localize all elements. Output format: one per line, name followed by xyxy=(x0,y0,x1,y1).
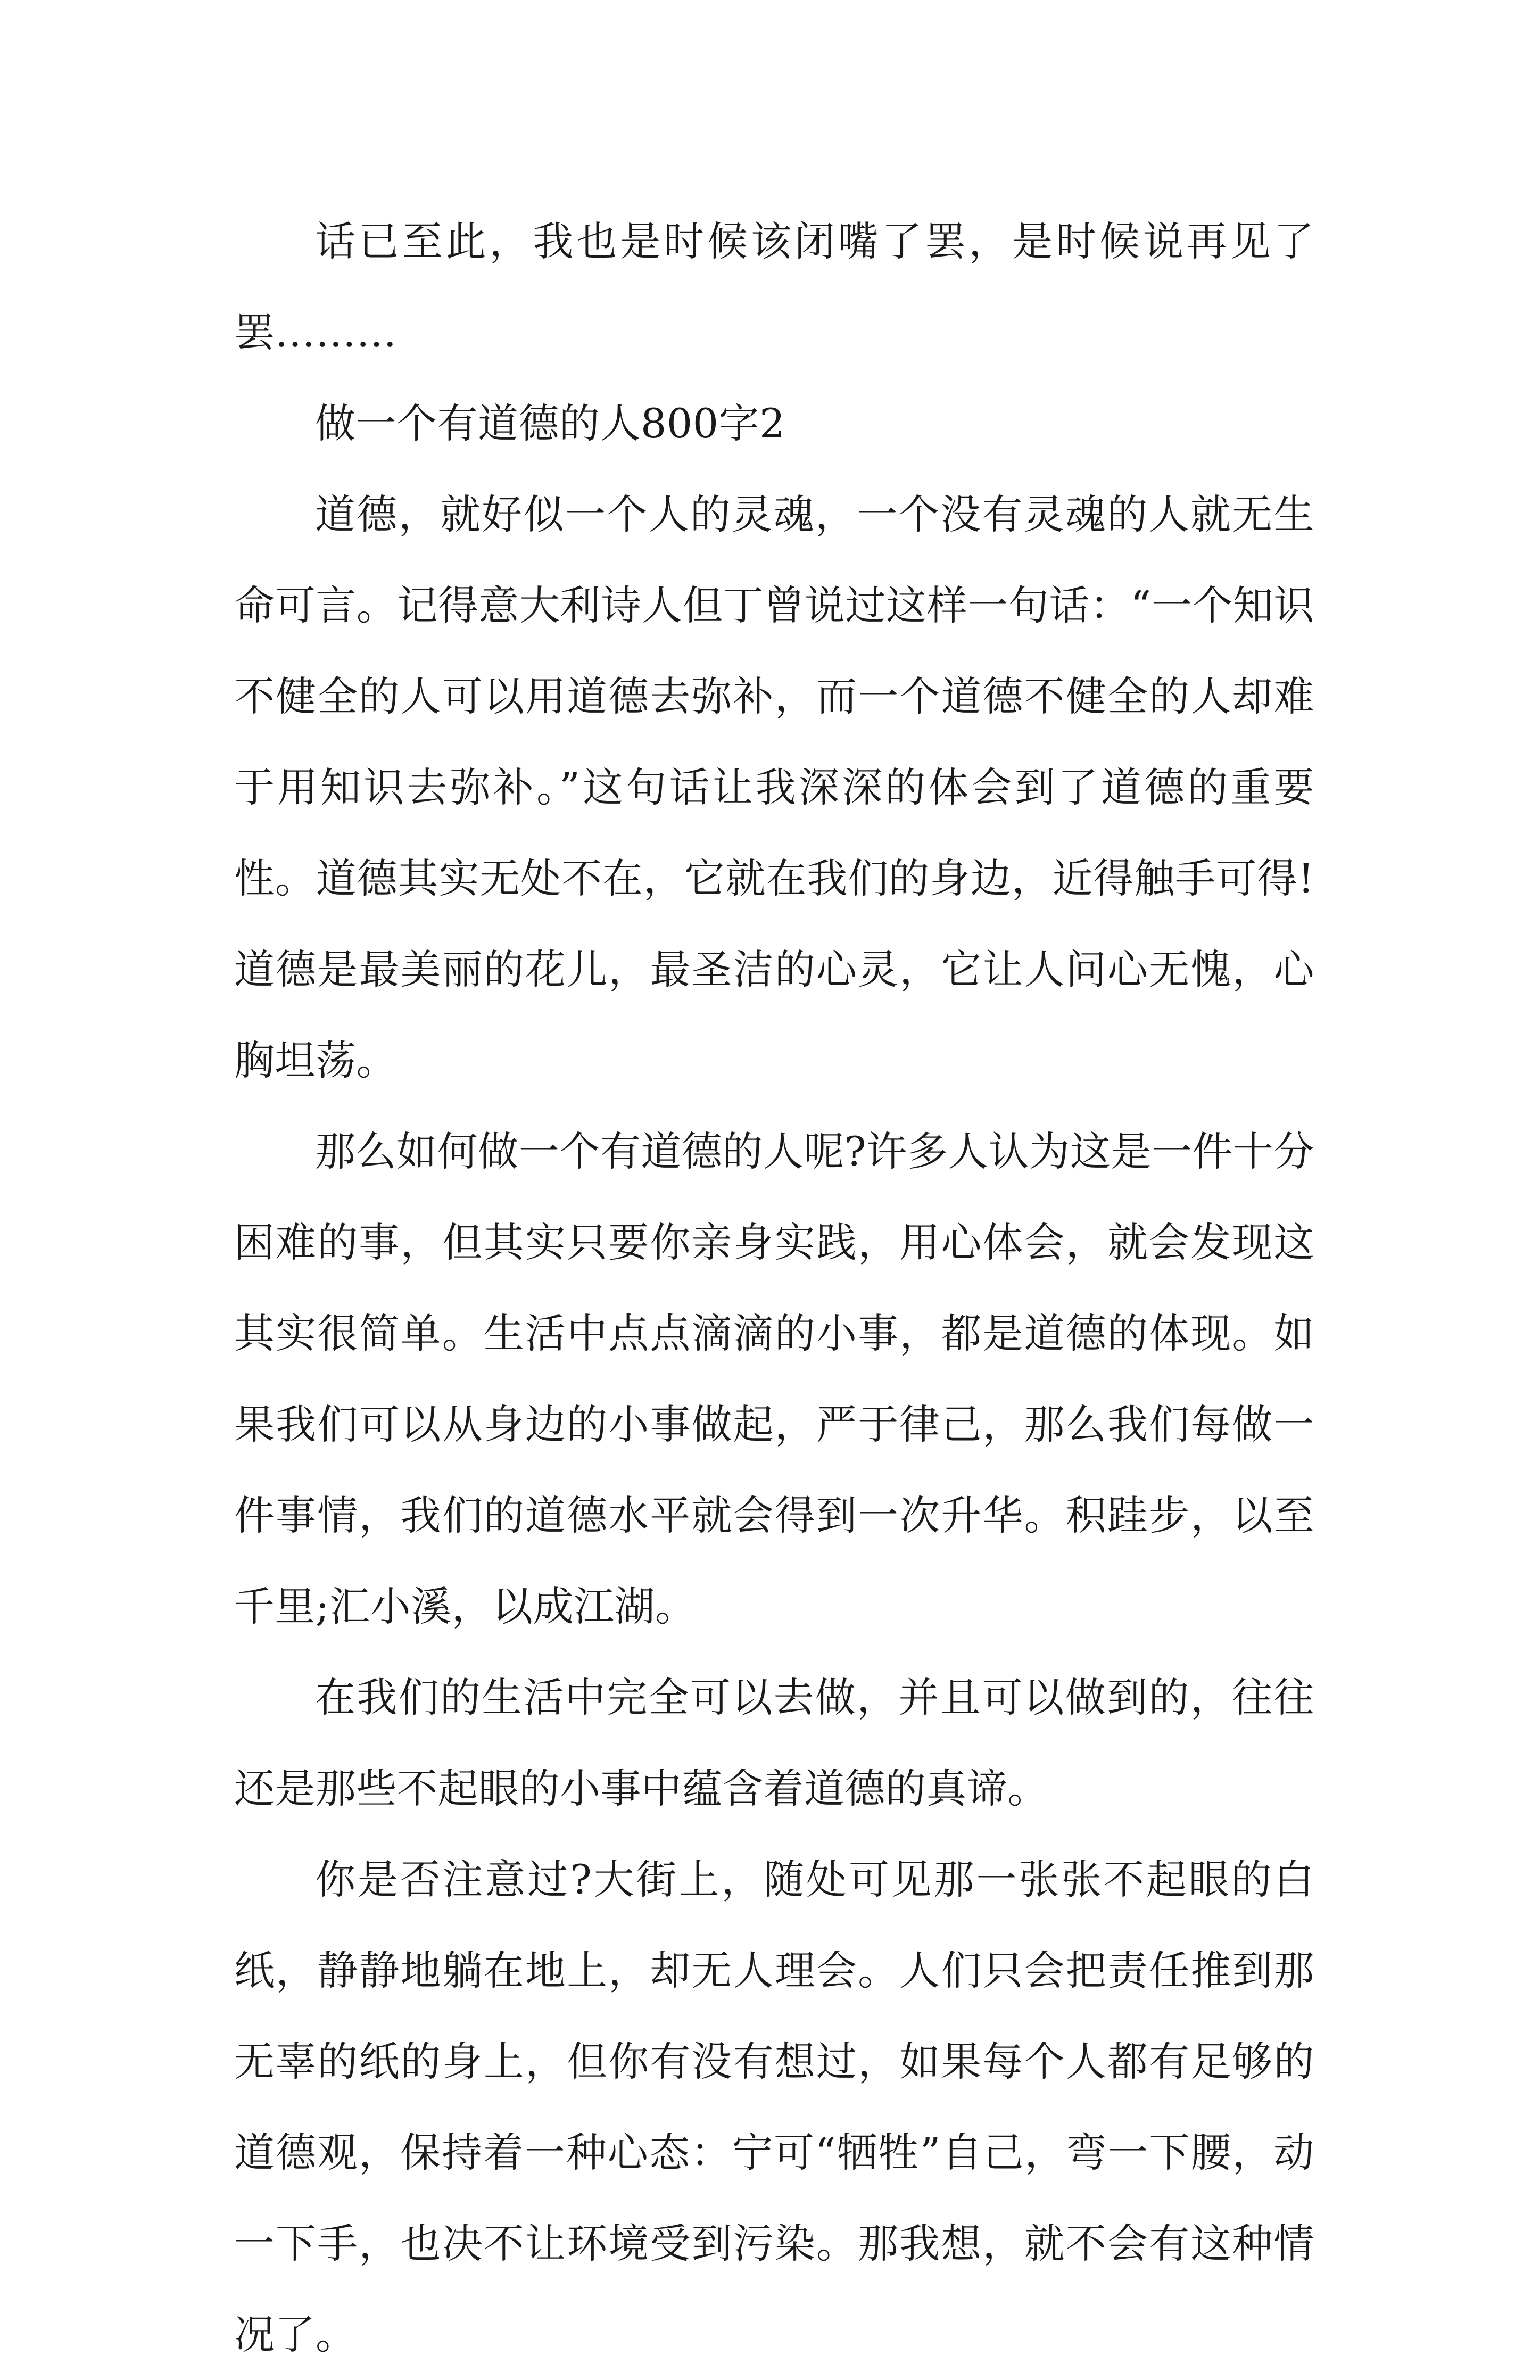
paragraph-morality-soul: 道德，就好似一个人的灵魂，一个没有灵魂的人就无生命可言。记得意大利诗人但丁曾说过这样一句话：“一个知识不健全的人可以用道德去弥补，而一个道德不健全的人却难于用知识去弥补。”这句话让我深深的体会到了道德的重要性。道德其实无处不在，它就在我们的身边，近得触手可得!道德是最美丽的花儿，最圣洁的心灵，它让人问心无愧，心胸坦荡。 xyxy=(234,491,1314,1084)
paragraph-paper-on-street: 你是否注意过?大街上，随处可见那一张张不起眼的白纸，静静地躺在地上，却无人理会。人们只会把责任推到那无辜的纸的身上，但你有没有想过，如果每个人都有足够的道德观，保持着一种心态：宁可“牺牲”自己，弯一下腰，动一下手，也决不让环境受到污染。那我想，就不会有这种情况了。 xyxy=(234,1856,1314,2358)
paragraph-small-things: 在我们的生活中完全可以去做，并且可以做到的，往往还是那些不起眼的小事中蕴含着道德的真谛。 xyxy=(234,1674,1314,1812)
essay-heading: 做一个有道德的人800字2 xyxy=(315,400,785,447)
paragraph-how-to-be-moral: 那么如何做一个有道德的人呢?许多人认为这是一件十分困难的事，但其实只要你亲身实践，用心体会，就会发现这其实很简单。生活中点点滴滴的小事，都是道德的体现。如果我们可以从身边的小事做起，严于律己，那么我们每做一件事情，我们的道德水平就会得到一次升华。积跬步，以至千里;汇小溪，以成江湖。 xyxy=(234,1128,1314,1630)
document-body xyxy=(234,196,1314,2380)
paragraph-closing: 话已至此，我也是时候该闭嘴了罢，是时候说再见了罢……… xyxy=(234,218,1314,356)
